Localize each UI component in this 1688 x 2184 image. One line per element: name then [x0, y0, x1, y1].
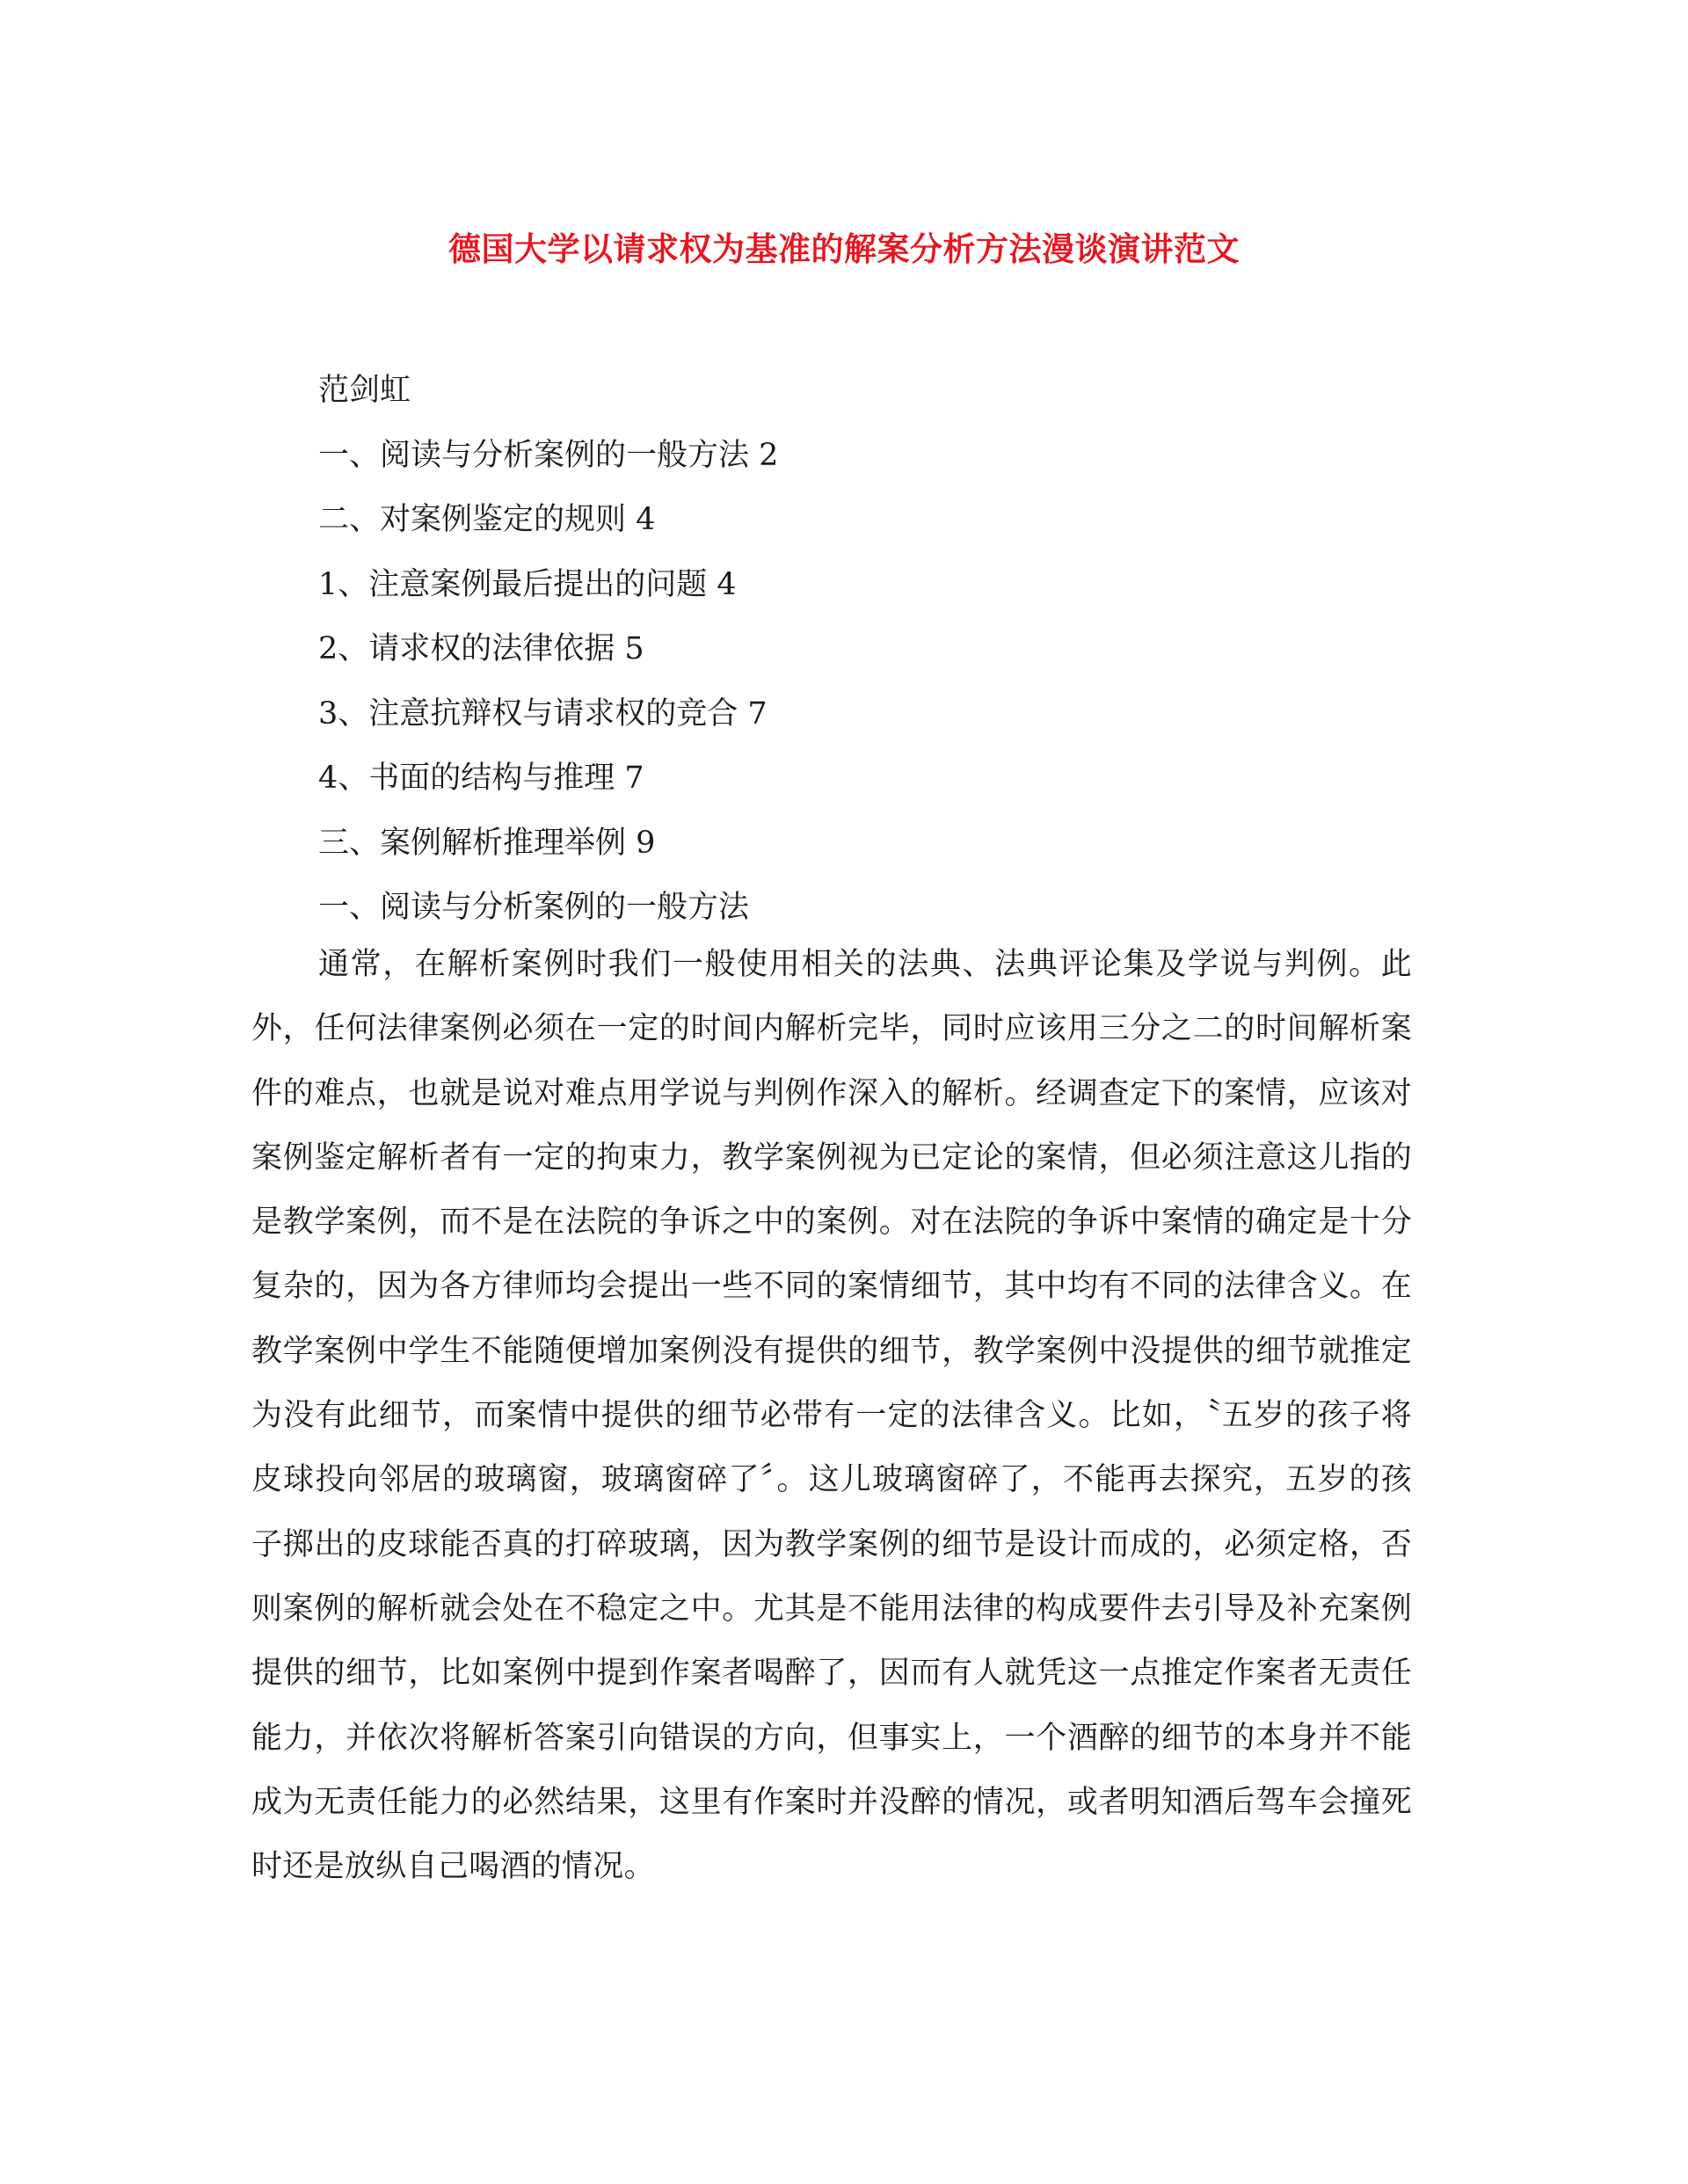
document-title: 德国大学以请求权为基准的解案分析方法漫谈演讲范文	[448, 229, 1240, 268]
table-of-contents	[318, 359, 1461, 941]
toc-item: 三、案例解析推理举例 9	[318, 825, 656, 861]
toc-item: 4、书面的结构与推理 7	[318, 761, 644, 796]
body-paragraph: 通常，在解析案例时我们一般使用相关的法典、法典评论集及学说与判例。此外，任何法律案例必须在一定的时间内解析完毕，同时应该用三分之二的时间解析案件的难点，也就是说对难点用学说与判例作深入的解析。经调查定下的案情，应该对案例鉴定解析者有一定的拘束力，教学案例视为已定论的案情，但必须注意这儿指的是教学案例，而不是在法院的争诉之中的案例。对在法院的争诉中案情的确定是十分复杂的，因为各方律师均会提出一些不同的案情细节，其中均有不同的法律含义。在教学案例中学生不能随便增加案例没有提供的细节，教学案例中没提供的细节就推定为没有此细节，而案情中提供的细节必带有一定的法律含义。比如，〝五岁的孩子将皮球投向邻居的玻璃窗，玻璃窗碎了〞。这儿玻璃窗碎了，不能再去探究，五岁的孩子掷出的皮球能否真的打碎玻璃，因为教学案例的细节是设计而成的，必须定格，否则案例的解析就会处在不稳定之中。尤其是不能用法律的构成要件去引导及补充案例提供的细节，比如案例中提到作案者喝醉了，因而有人就凭这一点推定作案者无责任能力，并依次将解析答案引向错误的方向，但事实上，一个酒醉的细节的本身并不能成为无责任能力的必然结果，这里有作案时并没醉的情况，或者明知酒后驾车会撞死时还是放纵自己喝酒的情况。	[251, 947, 1412, 1885]
toc-item: 二、对案例鉴定的规则 4	[318, 502, 656, 537]
toc-item: 1、注意案例最后提出的问题 4	[318, 566, 737, 602]
toc-item: 一、阅读与分析案例的一般方法 2	[318, 437, 779, 473]
author-name: 范剑虹	[318, 373, 411, 408]
toc-item: 3、注意抗辩权与请求权的竞合 7	[318, 695, 768, 732]
toc-item: 2、请求权的法律依据 5	[318, 631, 644, 666]
section-heading: 一、阅读与分析案例的一般方法	[318, 890, 750, 925]
